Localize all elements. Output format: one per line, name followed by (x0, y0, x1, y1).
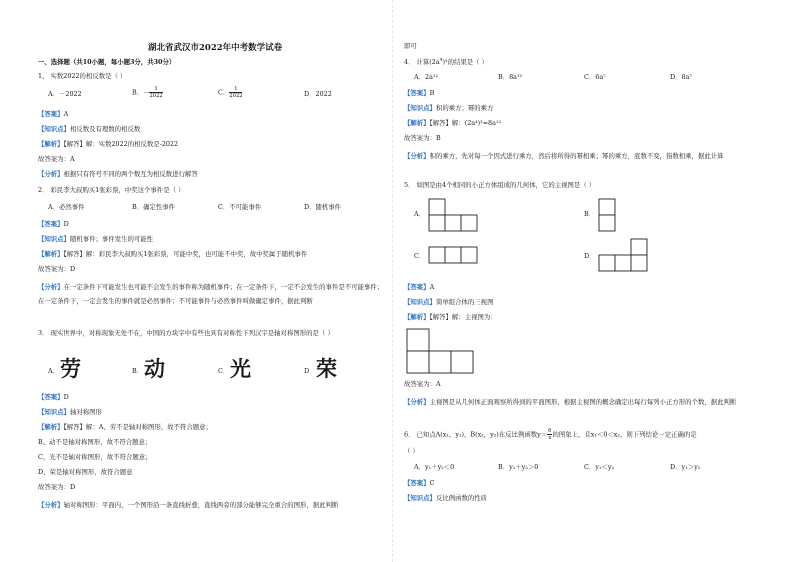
q2-option-d: D．随机事件 (304, 203, 342, 211)
q6-paren: （ ） (404, 447, 419, 455)
q2-conclusion: 故答案为：D (38, 265, 76, 273)
q1-stem: 1、 实数2022的相反数是（ ） (38, 72, 127, 80)
q5-option-d-figure (598, 238, 650, 274)
q4-option-d: D．8a⁷ (670, 73, 692, 81)
q3-explanation-b: B、动不是轴对称图形，故不符合题意； (38, 438, 152, 446)
q3-option-c-label: C． (218, 367, 230, 375)
q1-explanation: 【解析】【解答】解：实数2022的相反数是-2022 (38, 140, 179, 148)
q4-option-c: C．6a⁷ (584, 73, 606, 81)
q4-analysis: 【分析】积的乘方，先对每一个因式进行乘方，然后将所得的幂相乘；幂的乘方，底数不变，指数相乘，据此计算 (404, 152, 724, 160)
q4-knowledge-point: 【知识点】积的乘方；幂的乘方 (404, 104, 494, 112)
q5-stem: 5． 如图是由4个相同的小正方体组成的几何体，它的主视图是（ ） (404, 181, 596, 189)
q3-explanation-c: C、光不是轴对称图形，故不符合题意； (38, 453, 152, 461)
continued-text: 即可 (404, 42, 417, 50)
q1-analysis: 【分析】根据只有符号不同的两个数互为相反数进行解答 (38, 170, 198, 178)
q2-stem: 2． 彩民李大叔购买1张彩票，中奖这个事件是（ ） (38, 186, 185, 194)
q3-conclusion: 故答案为：D (38, 483, 76, 491)
q6-answer: 【答案】C (404, 479, 435, 487)
q6-option-b: B．y₁＋y₂＞0 (498, 463, 539, 471)
q5-option-a-figure (428, 198, 480, 234)
q2-explanation: 【解析】【解答】解：彩民李大叔购买1张彩票，可能中奖，也可能不中奖，故中奖属于随机事件 (38, 250, 308, 258)
q5-option-b-label: B． (584, 210, 596, 218)
left-column (0, 0, 384, 562)
q2-option-a: A．必然事件 (48, 203, 85, 211)
q6-option-a: A．y₁＋y₂＜0 (414, 463, 455, 471)
q6-option-d: D．y₁＞y₂ (670, 463, 701, 471)
q4-option-a: A．2a¹² (414, 73, 439, 81)
q2-knowledge-point: 【知识点】随机事件；事件发生的可能性 (38, 235, 154, 243)
q3-option-a-label: A． (48, 367, 60, 375)
q6-option-c: C．y₁＜y₂ (584, 463, 615, 471)
q5-option-c-label: C． (414, 252, 426, 260)
q2-option-b: B．确定性事件 (132, 203, 176, 211)
q6-stem: 6． 已知点A(x₁，y₁)，B(x₂，y₂)在反比例函数y＝ $\frac{6}{x}$ 的图象上，且x₁＜0＜x₂，则下列结论一定正确的是 (404, 428, 697, 441)
q1-option-a: A．－2022 (48, 90, 82, 98)
q2-analysis: 【分析】在一定条件下可能发生也可能不会发生的事件称为随机事件；在一定条件下，一定不会发生的事件是不可能事件；在一定条件下，一定会发生的事件就是必然事件；不可能事件与必然事件叫做确定事件，据此判断 (38, 283, 384, 305)
q5-analysis: 【分析】主视图是从几何体正面观察所得到的平面图形，根据主视图的概念确定出每行每列小正方形的个数，据此判断 (404, 398, 737, 406)
q3-option-d-label: D． (304, 367, 316, 375)
q5-option-c-figure (428, 246, 480, 266)
q4-conclusion: 故答案为：B (404, 134, 441, 142)
q6-knowledge-point: 【知识点】反比例函数的性质 (404, 494, 488, 502)
q3-explanation: 【解析】【解答】解：A、劳不是轴对称图形，故不符合题意； (38, 423, 212, 431)
section-heading: 一、选择题（共10小题，每小题3分，共30分） (38, 58, 176, 66)
q3-analysis: 【分析】轴对称图形：平面内，一个图形沿一条直线折叠，直线两旁的部分能够完全重合的图形，据此判断 (38, 501, 339, 509)
q3-answer: 【答案】D (38, 393, 69, 401)
q5-explanation: 【解析】【解答】解：主视图为： (404, 313, 497, 321)
q5-front-view-figure (406, 328, 478, 376)
q5-option-b-figure (598, 198, 618, 234)
q3-stem: 3． 现实世界中，对称现象无处不在，中国的方块字中有些也具有对称性下列汉字是轴对称图形的是（ ） (38, 329, 334, 337)
exam-title: 湖北省武汉市2022年中考数学试卷 (148, 43, 283, 53)
q1-option-b: B．－ $\frac{1}{2022}$ (132, 86, 163, 99)
q3-option-b-char: 动 (144, 357, 165, 381)
q5-option-d-label: D． (584, 252, 596, 260)
q4-explanation: 【解析】【解答】解：(2a⁴)³=8a¹² (404, 119, 502, 127)
q2-option-c: C．不可能事件 (218, 203, 262, 211)
q1-answer: 【答案】A (38, 110, 69, 118)
q4-stem: 4． 计算$(2a^4)^3$的结果是（ ） (404, 57, 488, 66)
q1-knowledge-point: 【知识点】相反数及有理数的相反数 (38, 125, 141, 133)
q2-answer: 【答案】D (38, 220, 69, 228)
q4-answer: 【答案】B (404, 89, 435, 97)
q3-option-d-char: 荣 (316, 357, 337, 381)
q3-option-a-char: 劳 (60, 357, 81, 381)
q5-answer: 【答案】A (404, 283, 435, 291)
q1-option-d: D．2022 (304, 90, 332, 98)
q5-knowledge-point: 【知识点】简单组合体的三视图 (404, 298, 494, 306)
q3-explanation-d: D、荣是轴对称图形，故符合题意 (38, 468, 133, 476)
q3-option-b-label: B． (132, 367, 144, 375)
q3-option-c-char: 光 (230, 357, 251, 381)
q1-conclusion: 故答案为：A (38, 155, 75, 163)
column-divider (392, 0, 393, 562)
right-column (400, 0, 780, 562)
q4-option-b: B．8a¹² (498, 73, 523, 81)
q5-option-a-label: A． (414, 210, 426, 218)
q5-conclusion: 故答案为：A (404, 380, 441, 388)
q1-option-c: C． $\frac{1}{2022}$ (218, 86, 243, 99)
q3-knowledge-point: 【知识点】轴对称图形 (38, 408, 102, 416)
